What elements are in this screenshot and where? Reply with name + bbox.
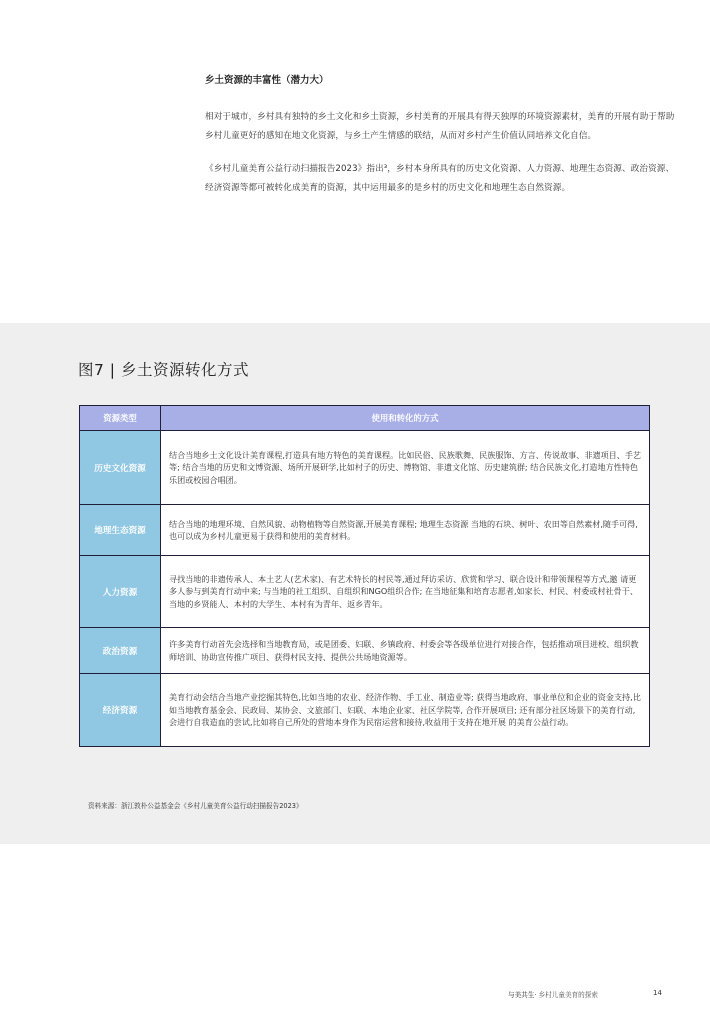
- resource-type-cell: 地理生态资源: [80, 505, 161, 556]
- header-usage: 使用和转化的方式: [161, 406, 650, 431]
- intro-paragraph-1: 相对于城市，乡村具有独特的乡土文化和乡土资源，乡村美育的开展具有得天独厚的环境资源素材，美育的开展有助于帮助乡村儿童更好的感知在地文化资源，与乡土产生情感的联结，从而对乡村产生价值认同培养文化自信。: [205, 112, 675, 141]
- table-row: [80, 674, 650, 747]
- table-row: [80, 556, 650, 628]
- table-row: [80, 431, 650, 505]
- resource-type-cell: 历史文化资源: [80, 431, 161, 505]
- table-row: [80, 628, 650, 674]
- resource-type-cell: 政治资源: [80, 628, 161, 674]
- footer-title-strong: 与美共生: [508, 991, 535, 999]
- usage-cell: 许多美育行动首先会选择和当地教育局，或是团委、妇联、乡镇政府、村委会等各级单位进行对接合作，包括推动项目进校、组织教师培训、协助宣传推广项目、获得村民支持、提供公共场地资源等。: [161, 628, 650, 674]
- usage-cell: 美育行动会结合当地产业挖掘其特色,比如当地的农业、经济作物、手工业、制造业等; 获得当地政府、事业单位和企业的资金支持,比如当地教育基金会、民政局、某协会、文旅部门、妇联、本地企业家、社区学院等, 合作开展项目; 还有部分社区场景下的美育行动,会进行自我造血的尝试,比如将自己所处的营地本身作为民宿运营和接待,收益用于支持在地开展 的美育公益行动。: [161, 674, 650, 747]
- resource-type-cell: 人力资源: [80, 556, 161, 628]
- intro-section: [205, 72, 675, 212]
- table-row: [80, 505, 650, 556]
- resource-table: [79, 405, 650, 747]
- usage-cell: 结合当地的地理环境、自然风貌、动物植物等自然资源,开展美育课程; 地理生态资源 当地的石块、树叶、农田等自然素材,随手可得,也可以成为乡村儿童更易于获得和使用的美育材料。: [161, 505, 650, 556]
- resource-type-cell: 经济资源: [80, 674, 161, 747]
- source-note: 资料来源：浙江敦朴公益基金会《乡村儿童美育公益行动扫描报告2023》: [88, 802, 303, 810]
- footer-title-rest: · 乡村儿童美育的探索: [534, 991, 598, 999]
- usage-cell: 结合当地乡土文化设计美育课程,打造具有地方特色的美育课程。比如民俗、民族歌舞、民族服饰、方言、传说故事、非遗项目、手艺等; 结合当地的历史和文博资源、场所开展研学,比如村子的历史、博物馆、非遗文化馆、历史建筑群; 结合民族文化,打造地方性特色乐团或校园合唱团。: [161, 431, 650, 505]
- section-heading: 乡土资源的丰富性（潜力大）: [205, 75, 329, 86]
- usage-cell: 寻找当地的非遗传承人、本土艺人(艺术家)、有艺术特长的村民等,通过拜访采访、欣赏和学习、联合设计和带领课程等方式,邀 请更多人参与到美育行动中来; 与当地的社工组织、自组织和NGO组织合作; 在当地征集和培育志愿者,如家长、村民、村委或村社骨干、当地的乡贤能人、本村的大学生、本村有为青年、返乡青年。: [161, 556, 650, 628]
- running-footer: [508, 989, 598, 999]
- figure-title: 图7 | 乡土资源转化方式: [78, 361, 249, 379]
- figure-panel: [0, 323, 710, 844]
- table-header-row: [80, 406, 650, 431]
- header-resource-type: 资源类型: [80, 406, 161, 431]
- intro-paragraph-2: 《乡村儿童美育公益行动扫描报告2023》指出³，乡村本身所具有的历史文化资源、人力资源、地理生态资源、政治资源、经济资源等都可被转化成美育的资源，其中运用最多的是乡村的历史文化和地理生态自然资源。: [205, 164, 675, 193]
- page-number: 14: [653, 989, 662, 997]
